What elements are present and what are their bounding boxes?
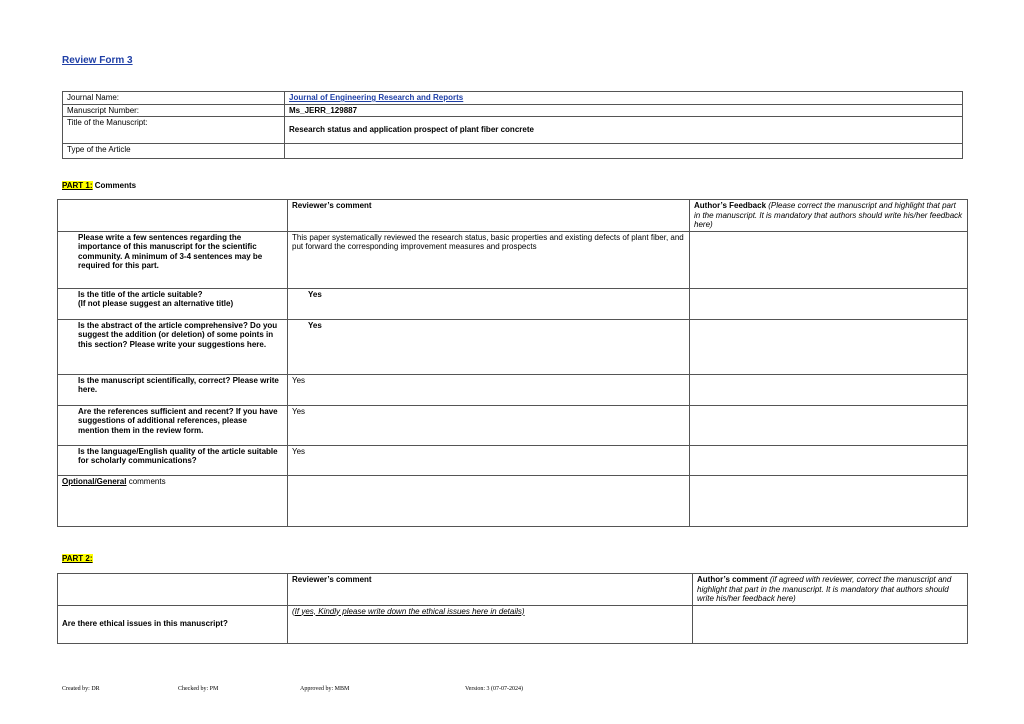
question-scientific: Is the manuscript scientifically, correct? Please write here. xyxy=(58,374,288,405)
table-row xyxy=(58,405,968,445)
manuscript-number-value: Ms_JERR_129887 xyxy=(285,104,963,117)
table-row xyxy=(58,319,968,374)
part1-label xyxy=(62,181,136,190)
table-row xyxy=(58,288,968,319)
table-row xyxy=(58,605,968,643)
table-row xyxy=(58,231,968,288)
manuscript-number-label: Manuscript Number: xyxy=(63,104,285,117)
manuscript-title-label: Title of the Manuscript: xyxy=(63,117,285,144)
comment-abstract[interactable]: Yes xyxy=(288,319,690,374)
question-abstract: Is the abstract of the article comprehensive? Do you suggest the addition (or deletion) of some points in this section? Please write your suggestions here. xyxy=(58,319,288,374)
part2-ethics-table xyxy=(57,573,968,644)
question-importance: Please write a few sentences regarding the importance of this manuscript for the scientific community. A minimum of 3-4 sentences may be required for this part. xyxy=(58,231,288,288)
info-row-manuscript-number xyxy=(63,104,963,117)
part1-author-header: Author’s Feedback (Please correct the manuscript and highlight that part in the manuscript. It is mandatory that authors should write his/her feedback here) xyxy=(690,200,968,232)
info-row-type xyxy=(63,144,963,159)
part1-reviewer-header: Reviewer’s comment xyxy=(288,200,690,232)
question-ethical: Are there ethical issues in this manuscript? xyxy=(58,605,288,643)
comment-language[interactable]: Yes xyxy=(288,445,690,475)
footer-approved: Approved by: MBM xyxy=(300,686,350,692)
feedback-language[interactable] xyxy=(690,445,968,475)
comment-references[interactable]: Yes xyxy=(288,405,690,445)
part1-comments-table xyxy=(57,199,968,527)
journal-name-link[interactable]: Journal of Engineering Research and Reports xyxy=(289,93,464,102)
table-row xyxy=(58,475,968,526)
feedback-ethical[interactable] xyxy=(693,605,968,643)
manuscript-info-table xyxy=(62,91,963,159)
comment-importance[interactable]: This paper systematically reviewed the research status, basic properties and existing defects of plant fiber, and put forward the corresponding improvement measures and prospects xyxy=(288,231,690,288)
part1-header-row xyxy=(58,200,968,232)
optional-comments-reviewer[interactable] xyxy=(288,475,690,526)
article-type-label: Type of the Article xyxy=(63,144,285,159)
part2-header-blank xyxy=(58,574,288,606)
article-type-value xyxy=(285,144,963,159)
manuscript-title-value: Research status and application prospect of plant fiber concrete xyxy=(285,117,963,144)
feedback-importance[interactable] xyxy=(690,231,968,288)
question-title: Is the title of the article suitable? (If not please suggest an alternative title) xyxy=(58,288,288,319)
feedback-title[interactable] xyxy=(690,288,968,319)
footer-version: Version: 3 (07-07-2024) xyxy=(465,686,523,692)
comment-title[interactable]: Yes xyxy=(288,288,690,319)
question-references: Are the references sufficient and recent? If you have suggestions of additional references, please mention them in the review form. xyxy=(58,405,288,445)
journal-name-label: Journal Name: xyxy=(63,92,285,105)
table-row xyxy=(58,374,968,405)
form-title: Review Form 3 xyxy=(62,55,133,66)
comment-scientific[interactable]: Yes xyxy=(288,374,690,405)
info-row-journal xyxy=(63,92,963,105)
info-row-title xyxy=(63,117,963,144)
footer-checked: Checked by: PM xyxy=(178,686,219,692)
comment-ethical[interactable]: (If yes, Kindly please write down the ethical issues here in details) xyxy=(288,605,693,643)
part2-reviewer-header: Reviewer’s comment xyxy=(288,574,693,606)
optional-comments-label: Optional/General comments xyxy=(58,475,288,526)
part2-author-header: Author’s comment (if agreed with reviewer, correct the manuscript and highlight that part in the manuscript. It is mandatory that authors should write his/her feedback here) xyxy=(693,574,968,606)
feedback-abstract[interactable] xyxy=(690,319,968,374)
part1-header-blank xyxy=(58,200,288,232)
part1-label-suffix: Comments xyxy=(92,181,137,190)
feedback-references[interactable] xyxy=(690,405,968,445)
footer-created: Created by: DR xyxy=(62,686,100,692)
part1-label-highlight: PART 1: xyxy=(62,181,93,190)
table-row xyxy=(58,445,968,475)
feedback-scientific[interactable] xyxy=(690,374,968,405)
optional-comments-author[interactable] xyxy=(690,475,968,526)
part2-header-row xyxy=(58,574,968,606)
part2-label: PART 2: xyxy=(62,554,93,563)
question-language: Is the language/English quality of the article suitable for scholarly communications? xyxy=(58,445,288,475)
